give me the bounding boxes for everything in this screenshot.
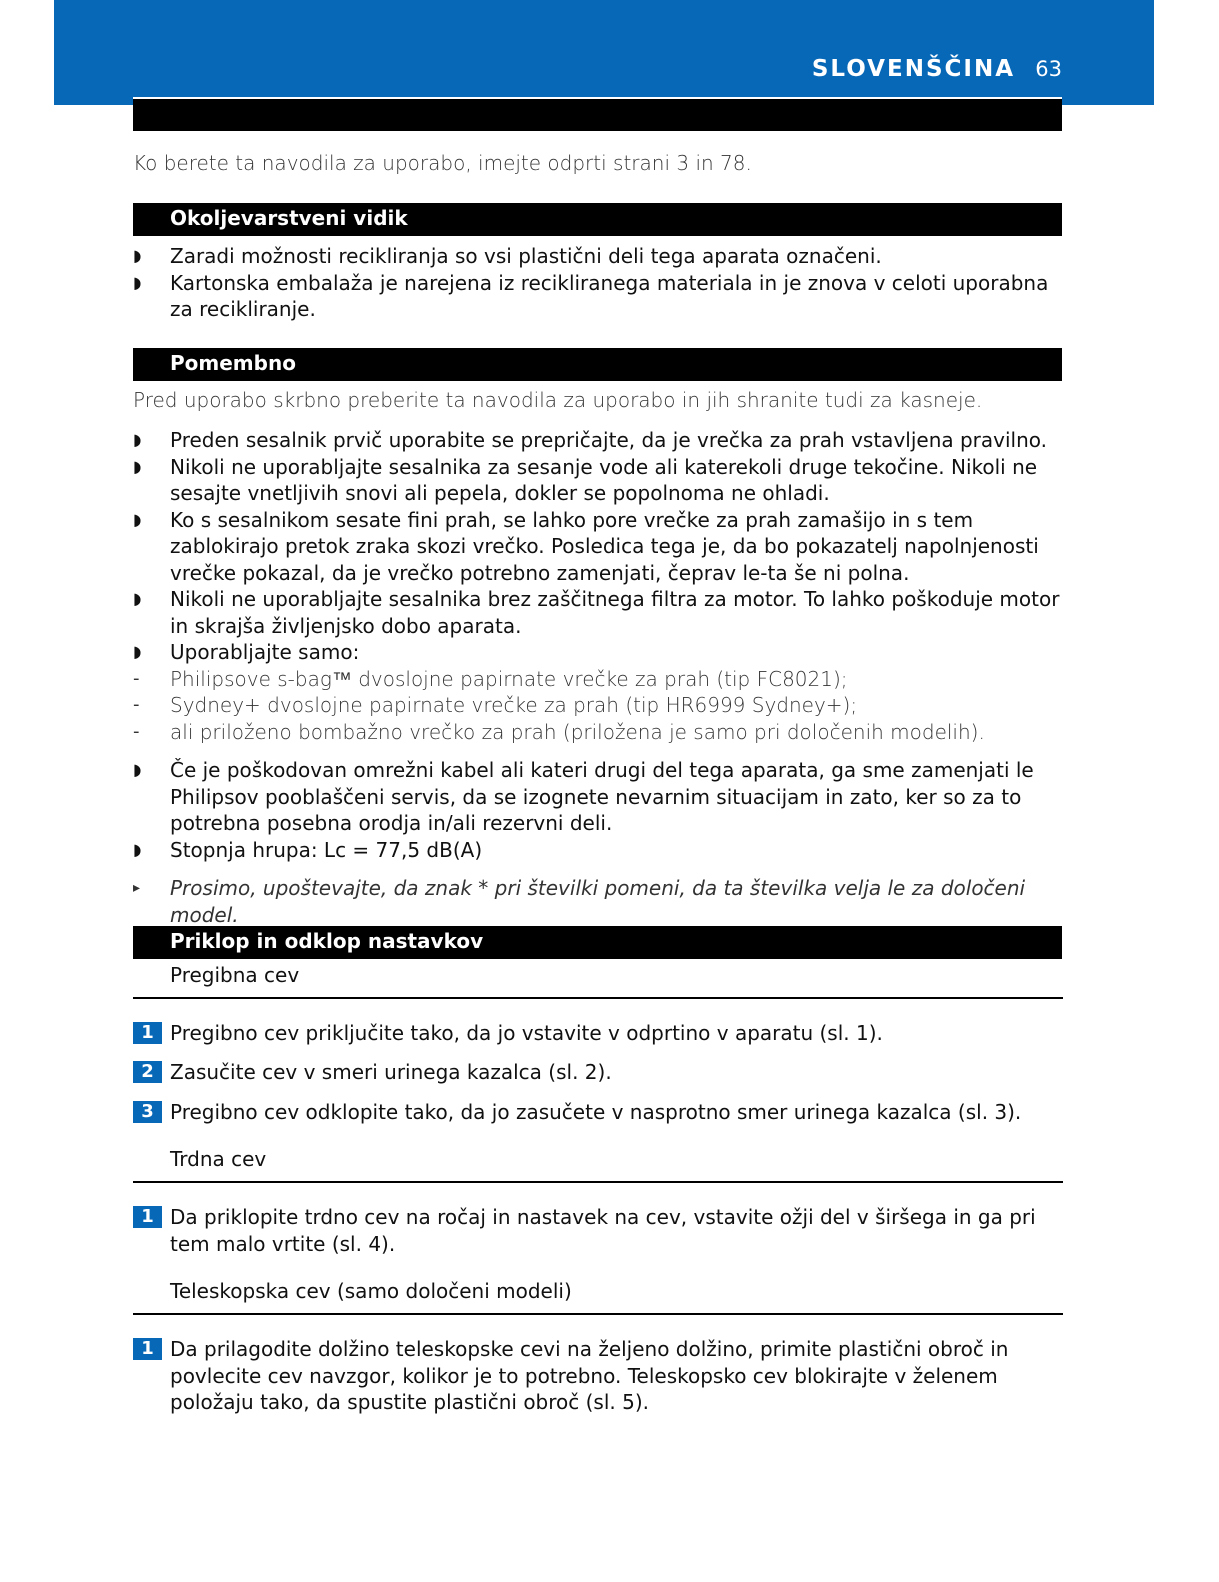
important-list-2 — [133, 757, 1063, 863]
dash-icon: - — [133, 694, 140, 715]
dash-icon: - — [133, 667, 140, 689]
bullet-icon: ◗ — [133, 589, 142, 608]
step-number: 1 — [133, 1206, 162, 1228]
step-number: 2 — [133, 1061, 162, 1083]
step-item: 3 Pregibno cev odklopite tako, da jo zasučete v nasprotno smer urinega kazalca (sl. 3). — [133, 1099, 1063, 1126]
list-item: ◗ Preden sesalnik prvič uporabite se prepričajte, da je vrečka za prah vstavljena pravilno. — [133, 428, 1048, 452]
header-language: SLOVENŠČINA — [811, 56, 1015, 82]
bullet-icon: ◗ — [133, 456, 142, 476]
header-band — [54, 0, 1154, 105]
step-number: 3 — [133, 1101, 162, 1123]
important-list — [133, 427, 1063, 745]
step-item: 1 Pregibno cev priključite tako, da jo vstavite v odprtino v aparatu (sl. 1). — [133, 1020, 1063, 1047]
important-lead: Pred uporabo skrbno preberite ta navodila za uporabo in jih shranite tudi za kasneje. — [133, 388, 983, 412]
section-heading-important: Pomembno — [133, 348, 1062, 381]
step-number: 1 — [133, 1338, 162, 1360]
list-item: ◗ Zaradi možnosti recikliranja so vsi plastični deli tega aparata označeni. — [133, 244, 882, 268]
environment-list — [133, 243, 1063, 323]
section-heading-attach: Priklop in odklop nastavkov — [133, 926, 1062, 959]
bullet-icon: ◗ — [133, 246, 142, 265]
step-item: 2 Zasučite cev v smeri urinega kazalca (sl. 2). — [133, 1059, 1063, 1086]
bullet-icon: ◗ — [133, 430, 142, 449]
page-number: 63 — [1035, 57, 1062, 81]
intro-text: Ko berete ta navodila za uporabo, imejte odprti strani 3 in 78. — [133, 151, 752, 175]
list-item: ◗ Nikoli ne uporabljajte sesalnika za sesanje vode ali katerekoli druge tekočine. Nikoli ne sesajte vnetljivih snovi ali pepela, dokler se popolnoma ne ohladi. — [133, 454, 1038, 505]
list-item: ◗ Uporabljajte samo: — [133, 640, 360, 664]
step-item: 1 Da priklopite trdno cev na ročaj in nastavek na cev, vstavite ožji del v širšega in ga pri tem malo vrtite (sl. 4). — [133, 1204, 1063, 1257]
step-number: 1 — [133, 1022, 162, 1044]
model-note: ▸ Prosimo, upoštevajte, da znak * pri številki pomeni, da ta številka velja le za določeni model. — [133, 876, 1026, 927]
section-heading-environment: Okoljevarstveni vidik — [133, 203, 1062, 236]
bullet-icon: ◗ — [133, 272, 142, 292]
list-item: ◗ Če je poškodovan omrežni kabel ali kateri drugi del tega aparata, ga sme zamenjati le Philipsov pooblaščeni servis, da se izognete nevarnim situacijam in zato, ker so za to potrebna posebna orodja in/ali rezervni deli. — [133, 758, 1034, 835]
list-item: ◗ Kartonska embalaža je narejena iz recikliranega materiala in je znova v celoti uporabna za recikliranje. — [133, 270, 1049, 321]
list-item: - Philipsove s-bag™ dvoslojne papirnate vrečke za prah (tip FC8021); — [133, 666, 848, 691]
subheading-flexible-hose: Pregibna cev — [133, 960, 1063, 999]
bullet-icon: ◗ — [133, 642, 142, 661]
triangle-bullet-icon: ▸ — [133, 880, 141, 896]
step-item: 1 Da prilagodite dolžino teleskopske cevi na željeno dolžino, primite plastični obroč in povlecite cev navzgor, kolikor je to potrebno. Teleskopsko cev blokirajte v želenem položaju tako, da spustite plastični obroč (sl. 5). — [133, 1336, 1063, 1416]
dash-icon: - — [133, 720, 140, 742]
list-item: - Sydney+ dvoslojne papirnate vrečke za prah (tip HR6999 Sydney+); — [133, 693, 858, 717]
list-item: - ali priloženo bombažno vrečko za prah (priložena je samo pri določenih modelih). — [133, 719, 985, 744]
subheading-telescopic-tube: Teleskopska cev (samo določeni modeli) — [133, 1276, 1063, 1315]
list-item: ◗ Stopnja hrupa: Lc = 77,5 dB(A) — [133, 837, 483, 862]
subheading-rigid-tube: Trdna cev — [133, 1144, 1063, 1183]
list-item: ◗ Ko s sesalnikom sesate fini prah, se lahko pore vrečke za prah zamašijo in s tem zablokirajo pretok zraka skozi vrečko. Posledica tega je, da bo pokazatelj napolnjenosti vrečke pokazal, da je vrečko potrebno zamenjati, čeprav le-ta še ni polna. — [133, 507, 1039, 585]
bullet-icon: ◗ — [133, 760, 142, 779]
title-bar — [133, 97, 1062, 131]
bullet-icon: ◗ — [133, 509, 142, 529]
bullet-icon: ◗ — [133, 839, 142, 859]
list-item: ◗ Nikoli ne uporabljajte sesalnika brez zaščitnega filtra za motor. To lahko poškoduje motor in skrajša življenjsko dobo aparata. — [133, 587, 1060, 638]
